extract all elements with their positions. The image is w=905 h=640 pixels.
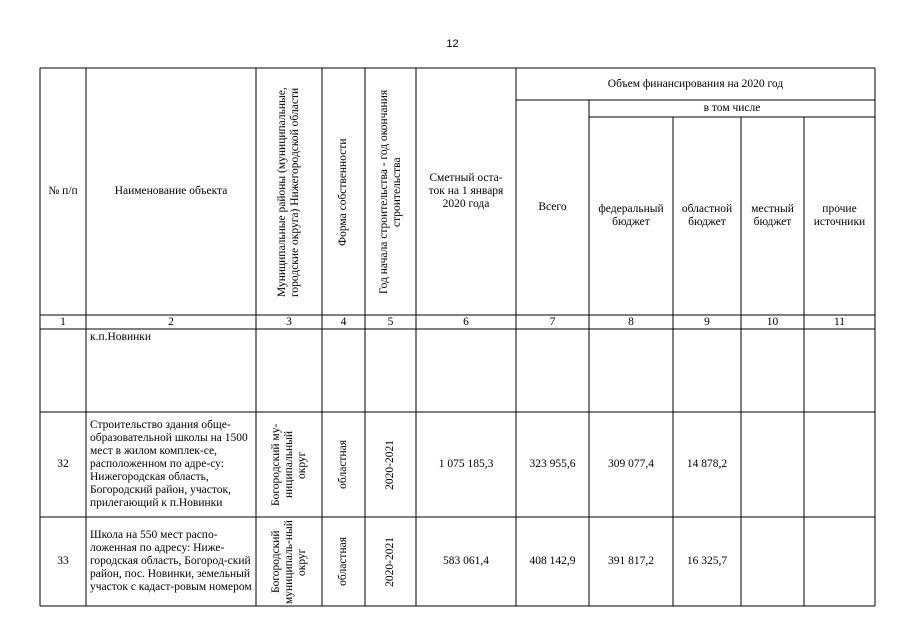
- colnum-5: 5: [387, 315, 394, 328]
- colnum-4: 4: [340, 315, 347, 328]
- colnum-3: 3: [286, 315, 292, 328]
- header-federal: федеральный бюджет: [598, 203, 664, 228]
- header-regional: областной бюджет: [681, 203, 733, 228]
- colnum-1: 1: [60, 315, 66, 328]
- row-33-district: Богородский муниципаль-ный округ: [269, 519, 308, 604]
- colnum-7: 7: [549, 315, 556, 328]
- row-33-name: Школа на 550 мест распо-ложенная по адресу: Ниже-городская область, Богород-ский район, пос. Новинки, земельный участок с кадаст-ровым номером: [90, 529, 252, 593]
- row-33-regional: 16 325,7: [686, 555, 728, 567]
- header-district: Муниципальные районы (муниципальные, городские округа) Нижегородской области: [276, 86, 301, 297]
- colnum-6: 6: [463, 315, 469, 328]
- row-33-balance: 583 061,4: [443, 555, 489, 567]
- row-33-total: 408 142,9: [529, 555, 576, 567]
- row-33-federal: 391 817,2: [608, 555, 654, 567]
- header-ownership: Форма собственности: [337, 137, 349, 246]
- header-total: Всего: [538, 201, 567, 213]
- header-other: прочие источники: [813, 203, 866, 228]
- header-including: в том числе: [703, 102, 761, 114]
- table-row-continuation-name: к.п.Новинки: [90, 331, 152, 343]
- header-funding-group: Объем финансирования на 2020 год: [607, 77, 784, 90]
- colnum-10: 10: [766, 315, 779, 328]
- colnum-2: 2: [168, 315, 174, 328]
- row-32-name: Строительство здания обще-образовательной школы на 1500 мест в жилом комплек-се, расположенном по адре-су: Нижегородская область, Богородский район, участок, прилегающий к п.Новинки: [90, 419, 248, 509]
- colnum-8: 8: [628, 315, 634, 328]
- header-years: Год начала строительства - год окончания строительства: [377, 89, 403, 294]
- row-32-regional: 14 878,2: [686, 458, 728, 470]
- header-num: № п/п: [48, 185, 78, 197]
- row-32-federal: 309 077,4: [608, 458, 654, 470]
- colnum-9: 9: [704, 315, 710, 328]
- row-33-years: 2020-2021: [384, 536, 396, 587]
- colnum-11: 11: [833, 315, 846, 328]
- row-32-num: 32: [57, 458, 69, 470]
- header-name: Наименование объекта: [114, 185, 228, 197]
- row-32-total: 323 955,6: [529, 458, 576, 470]
- row-32-ownership: областная: [337, 440, 349, 489]
- row-32-district: Богородский му-ниципальный округ: [269, 423, 308, 506]
- row-33-num: 33: [57, 555, 69, 567]
- row-33-ownership: областная: [337, 537, 349, 586]
- page-number: 12: [446, 38, 459, 50]
- row-32-balance: 1 075 185,3: [438, 458, 494, 470]
- header-local: местный бюджет: [751, 203, 794, 228]
- row-32-years: 2020-2021: [384, 439, 396, 490]
- header-balance: Сметный оста-ток на 1 января 2020 года: [428, 172, 504, 210]
